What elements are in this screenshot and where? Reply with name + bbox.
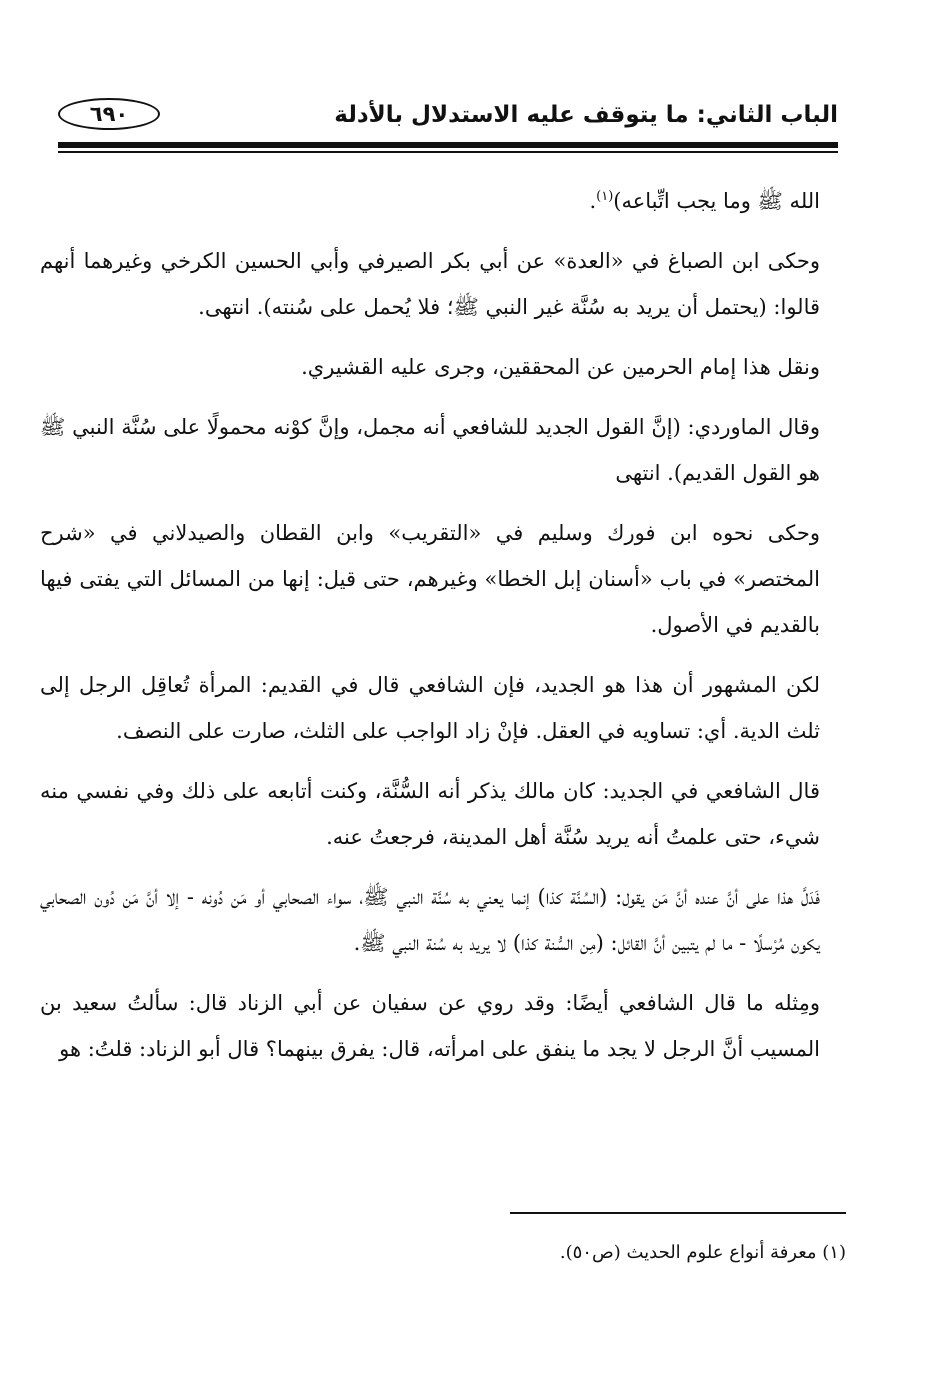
chapter-title: الباب الثاني: ما يتوقف عليه الاستدلال بالأدلة [334, 102, 838, 128]
running-header [58, 96, 838, 140]
body-text [40, 178, 820, 1086]
paragraph-9: ومِثله ما قال الشافعي أيضًا: وقد روي عن سفيان عن أبي الزناد قال: سألتُ سعيد بن المسيب أنَّ الرجل لا يجد ما ينفق على امرأته، قال: يفرق بينهما؟ قال أبو الزناد: قلتُ: هو [40, 991, 820, 1061]
paragraph-1-text: الله ﷺ وما يجب اتِّباعه) [613, 189, 820, 213]
footnote-reference: (١) [596, 189, 614, 204]
paragraph-2: وحكى ابن الصباغ في «العدة» عن أبي بكر الصيرفي وأبي الحسين الكرخي وغيرهما أنهم قالوا: (يحتمل أن يريد به سُنَّة غير النبي ﷺ؛ فلا يُحمل على سُنته). انتهى. [40, 249, 820, 319]
paragraph-4: وقال الماوردي: (إنَّ القول الجديد للشافعي أنه مجمل، وإنَّ كوْنه محمولًا على سُنَّة النبي ﷺ هو القول القديم). انتهى [40, 415, 820, 485]
paragraph-7: قال الشافعي في الجديد: كان مالك يذكر أنه السُّنَّة، وكنت أتابعه على ذلك وفي نفسي منه شيء، حتى علمتُ أنه يريد سُنَّة أهل المدينة، فرجعتُ عنه. [40, 779, 820, 849]
header-rule-thick [58, 142, 838, 148]
paragraph-5: وحكى نحوه ابن فورك وسليم في «التقريب» وابن القطان والصيدلاني في «شرح المختصر» في باب «أسنان إبل الخطا» وغيرهم، حتى قيل: إنها من المسائل التي يفتى فيها بالقديم في الأصول. [40, 521, 820, 637]
footnote-1: (١) معرفة أنواع علوم الحديث (ص٥٠). [559, 1242, 846, 1263]
paragraph-1-tail: . [589, 189, 597, 213]
header-rule-thin [58, 151, 838, 153]
page-number-badge: ٦٩٠ [58, 98, 160, 130]
paragraph-6: لكن المشهور أن هذا هو الجديد، فإن الشافعي قال في القديم: المرأة تُعاقِل الرجل إلى ثلث الدية. أي: تساويه في العقل. فإنْ زاد الواجب على الثلث، صارت على النصف. [40, 673, 820, 743]
footnote-separator [510, 1212, 846, 1214]
paragraph-8: فَدَلَّ هذا على أنَّ عنده أنَّ مَن يقول: (السُنَّة كذا) إنما يعني به سُنَّة النبي ﷺ، سواء الصحابي أو مَن دُونه - إلا أنَّ مَن دُون الصحابي يكون مُرْسلًا - ما لم يتبين أنَّ القائل: (مِن السُّنة كذا) لا يريد به سُنة النبي ﷺ. [40, 885, 820, 955]
paragraph-3: ونقل هذا إمام الحرمين عن المحققين، وجرى عليه القشيري. [301, 355, 820, 379]
paragraph-1 [40, 178, 820, 224]
